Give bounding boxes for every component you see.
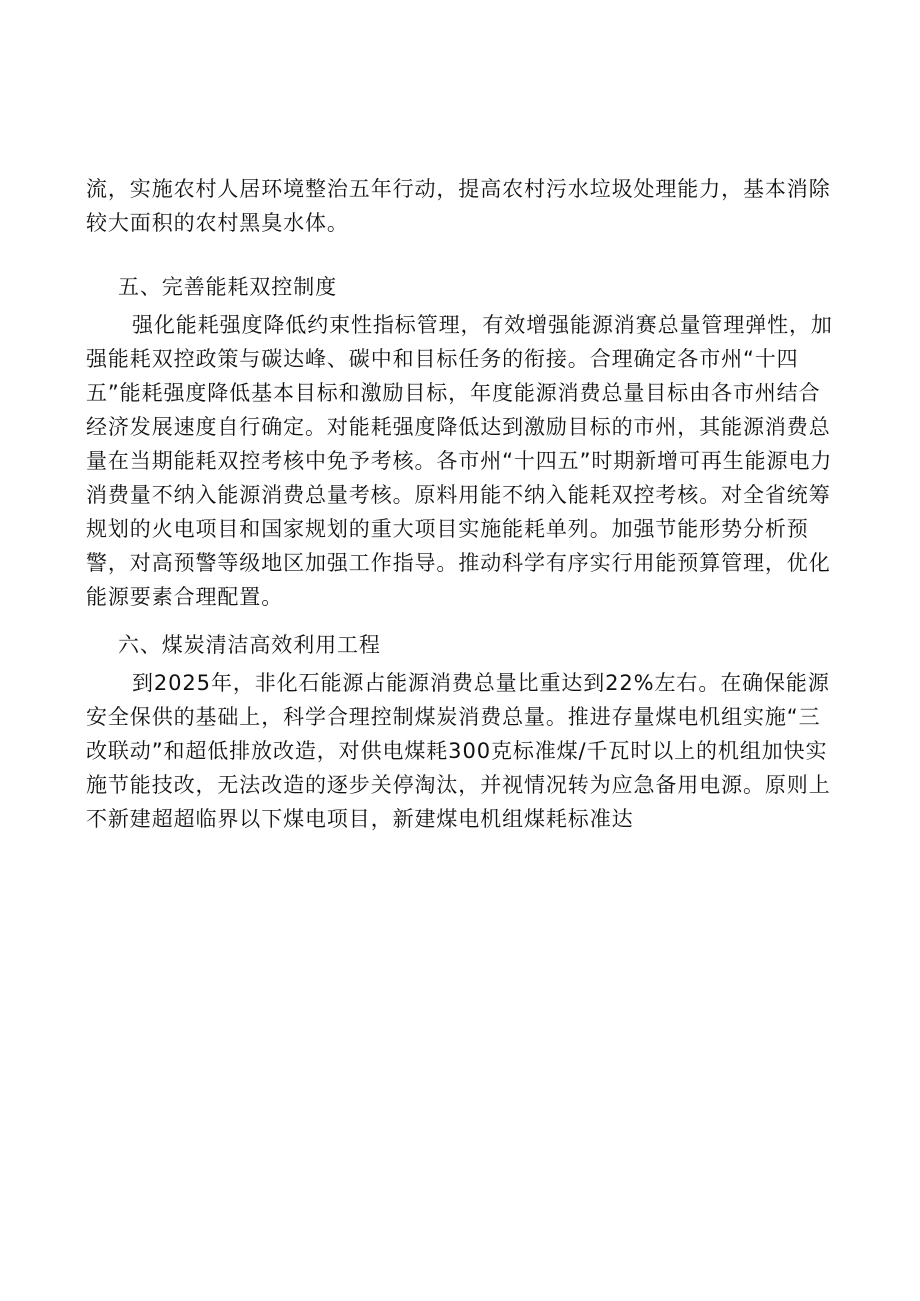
section-6-heading: 六、煤炭清洁高效利用工程 (118, 633, 381, 657)
section-5-heading: 五、完善能耗双控制度 (118, 275, 337, 299)
spacer (86, 240, 834, 270)
spacer (86, 614, 834, 628)
section-5-body: 强化能耗强度降低约束性指标管理，有效增强能源消赛总量管理弹性，加强能耗双控政策与碳达峰、碳中和目标任务的衔接。合理确定各市州“十四五”能耗强度降低基本目标和激励目标，年度能源消费总量目标由各市州结合经济发展速度自行确定。对能耗强度降低达到激励目标的市州，其能源消费总量在当期能耗双控考核中免予考核。各市州“十四五”时期新增可再生能源电力消费量不纳入能源消费总量考核。原料用能不纳入能耗双控考核。对全省统筹规划的火电项目和国家规划的重大项目实施能耗单列。加强节能形势分析预警，对高预警等级地区加强工作指导。推动科学有序实行用能预算管理，优化能源要素合理配置。 (86, 313, 833, 609)
intro-paragraph: 流，实施农村人居环境整治五年行动，提高农村污水垃圾处理能力，基本消除较大面积的农村黑臭水体。 (86, 177, 831, 235)
document-page (86, 172, 834, 836)
section-6-body: 到2025年，非化石能源占能源消费总量比重达到22%左右。在确保能源安全保供的基础上，科学合理控制煤炭消费总量。推进存量煤电机组实施“三改联动”和超低排放改造，对供电煤耗300克标准煤/千瓦时以上的机组加快实施节能技改，无法改造的逐步关停淘汰，并视情况转为应急备用电源。原则上不新建超超临界以下煤电项目，新建煤电机组煤耗标准达 (86, 671, 831, 831)
